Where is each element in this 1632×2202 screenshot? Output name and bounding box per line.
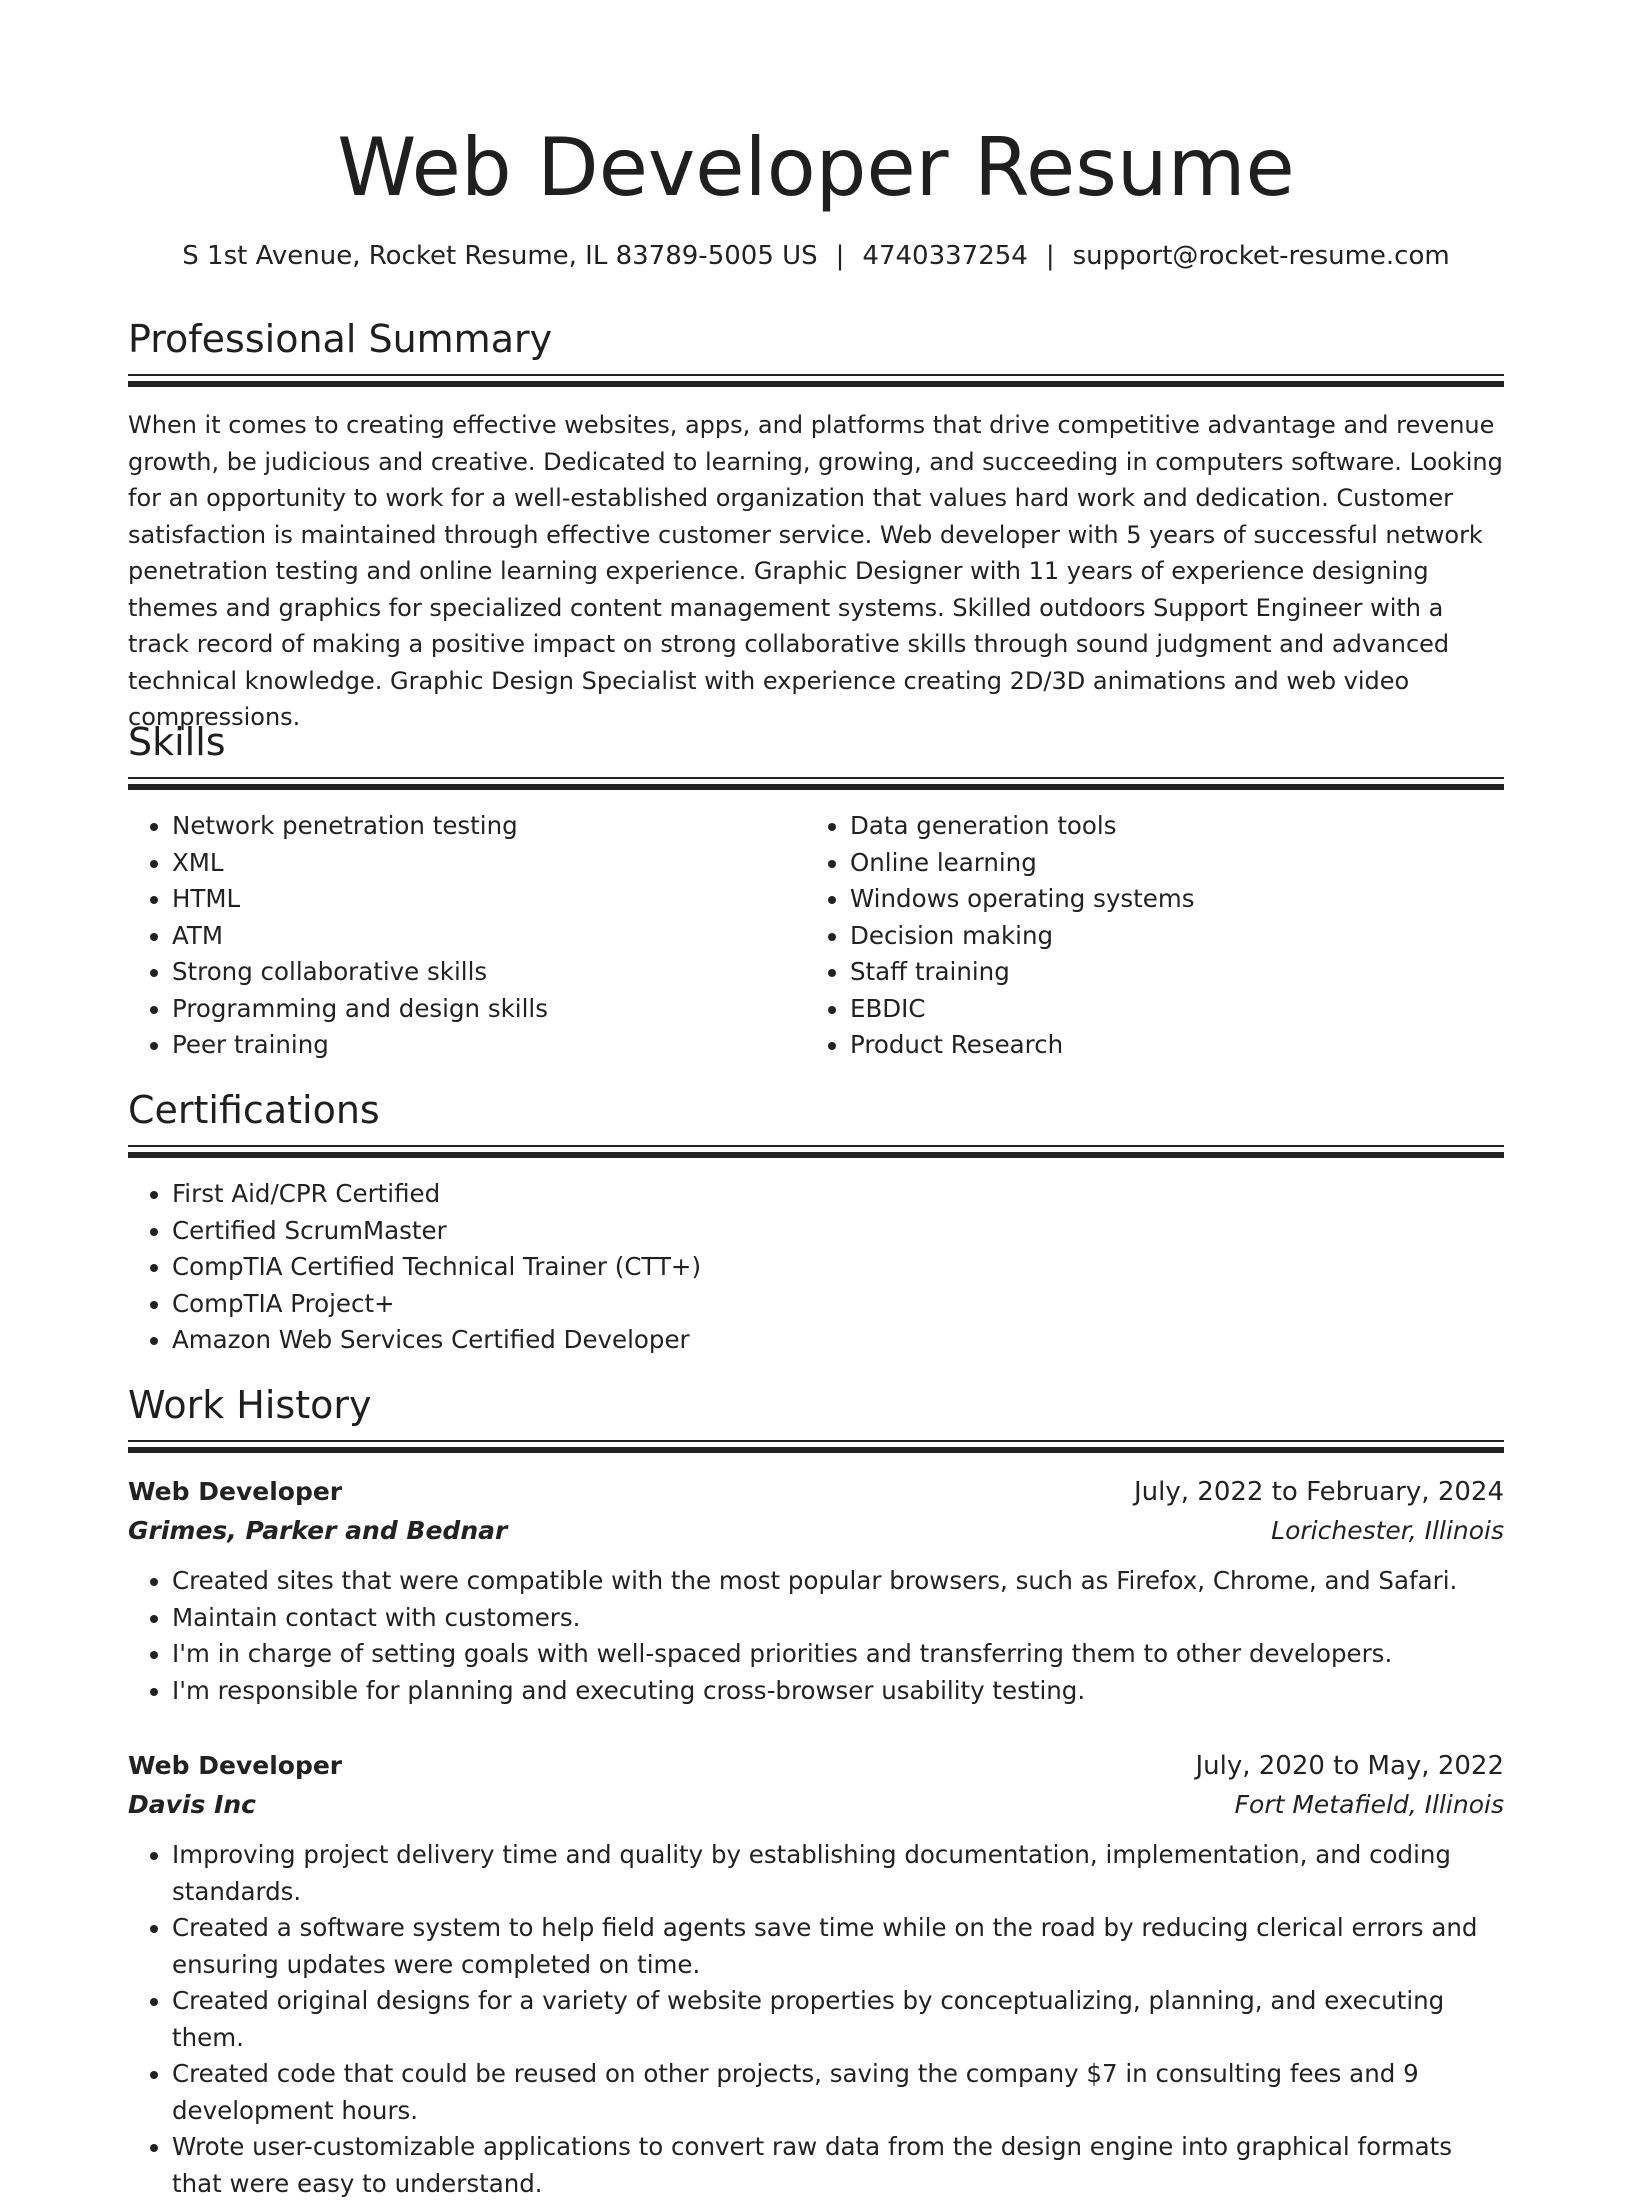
job-bullet: • Wrote user-customizable applications to convert raw data from the design engine into graphical formats that were easy to understand. — [172, 2129, 1504, 2202]
skills-heading: Skills — [128, 720, 226, 764]
resume-title: Web Developer Resume — [337, 121, 1295, 214]
job-company: Davis Inc — [128, 1790, 256, 1819]
job-company-row — [128, 1511, 1504, 1551]
skill-item: • Programming and design skills — [172, 991, 806, 1028]
contact-address: S 1st Avenue, Rocket Resume, IL 83789-5005 US — [182, 241, 818, 271]
summary-heading: Professional Summary — [128, 317, 553, 361]
work-history-heading: Work History — [128, 1383, 372, 1427]
job-header-row — [128, 1747, 1504, 1785]
job-company-row — [128, 1785, 1504, 1825]
section-divider — [128, 1440, 1504, 1455]
skill-item: • XML — [172, 845, 806, 882]
job-location: Fort Metafield, Illinois — [1234, 1790, 1504, 1819]
job-bullets — [128, 1563, 1504, 1709]
section-divider — [128, 1145, 1504, 1160]
job-header-row — [128, 1473, 1504, 1511]
contact-email: support@rocket-resume.com — [1072, 241, 1450, 271]
job-bullet: • Created a software system to help field agents save time while on the road by reducing clerical errors and ensuring updates were completed on time. — [172, 1910, 1504, 1983]
job-entry — [128, 1747, 1504, 2202]
job-bullets — [128, 1837, 1504, 2202]
job-bullet: • Created code that could be reused on other projects, saving the company $7 in consulting fees and 9 development hours. — [172, 2056, 1504, 2129]
job-location: Lorichester, Illinois — [1271, 1516, 1504, 1545]
job-dates: July, 2020 to May, 2022 — [1195, 1751, 1504, 1781]
skills-list-right — [806, 808, 1484, 1064]
certification-item: • First Aid/CPR Certified — [172, 1176, 1504, 1213]
skill-item: • HTML — [172, 881, 806, 918]
job-bullet: • I'm in charge of setting goals with well-spaced priorities and transferring them to other developers. — [172, 1636, 1504, 1673]
contact-separator: | — [835, 241, 845, 271]
job-title: Web Developer — [128, 1751, 343, 1780]
job-bullet: • Created original designs for a variety of website properties by conceptualizing, planning, and executing them. — [172, 1983, 1504, 2056]
job-company: Grimes, Parker and Bednar — [128, 1516, 508, 1545]
certification-item: • Amazon Web Services Certified Developer — [172, 1322, 1504, 1359]
skills-list-left — [128, 808, 806, 1064]
certifications-list — [128, 1176, 1504, 1359]
job-bullet: • Created sites that were compatible with the most popular browsers, such as Firefox, Chrome, and Safari. — [172, 1563, 1504, 1600]
contact-line — [128, 236, 1504, 276]
skill-item: • Decision making — [850, 918, 1484, 955]
skill-item: • Online learning — [850, 845, 1484, 882]
section-divider — [128, 777, 1504, 792]
job-entry — [128, 1473, 1504, 1709]
skill-item: • Data generation tools — [850, 808, 1484, 845]
job-bullet: • Maintain contact with customers. — [172, 1600, 1504, 1637]
skill-item: • Product Research — [850, 1027, 1484, 1064]
certifications-section — [128, 1085, 1504, 1359]
work-history-section — [128, 1380, 1504, 2202]
skill-item: • Peer training — [172, 1027, 806, 1064]
skills-columns — [128, 808, 1504, 1064]
certifications-heading: Certifications — [128, 1088, 380, 1132]
skill-item: • ATM — [172, 918, 806, 955]
job-bullet: • Improving project delivery time and quality by establishing documentation, implementation, and coding standards. — [172, 1837, 1504, 1910]
job-title: Web Developer — [128, 1477, 343, 1506]
skill-item: • Windows operating systems — [850, 881, 1484, 918]
certification-item: • CompTIA Project+ — [172, 1286, 1504, 1323]
contact-phone: 4740337254 — [862, 241, 1028, 271]
contact-separator: | — [1045, 241, 1055, 271]
skill-item: • Staff training — [850, 954, 1484, 991]
certification-item: • CompTIA Certified Technical Trainer (CTT+) — [172, 1249, 1504, 1286]
skill-item: • Network penetration testing — [172, 808, 806, 845]
skill-item: • Strong collaborative skills — [172, 954, 806, 991]
skills-section — [128, 717, 1504, 1064]
section-divider — [128, 374, 1504, 389]
summary-text: When it comes to creating effective websites, apps, and platforms that drive competitive advantage and revenue growth, be judicious and creative. Dedicated to learning, growing, and succeeding in computers software. Looking for an opportunity to work for a well-established organization that values hard work and dedication. Customer satisfaction is maintained through effective customer service. Web developer with 5 years of successful network penetration testing and online learning experience. Graphic Designer with 11 years of experience designing themes and graphics for specialized content management systems. Skilled outdoors Support Engineer with a track record of making a positive impact on strong collaborative skills through sound judgment and advanced technical knowledge. Graphic Design Specialist with experience creating 2D/3D animations and web video compressions. — [128, 411, 1503, 731]
job-bullet: • I'm responsible for planning and executing cross-browser usability testing. — [172, 1673, 1504, 1710]
job-dates: July, 2022 to February, 2024 — [1134, 1477, 1504, 1507]
certification-item: • Certified ScrumMaster — [172, 1213, 1504, 1250]
skill-item: • EBDIC — [850, 991, 1484, 1028]
summary-section — [128, 314, 1504, 736]
